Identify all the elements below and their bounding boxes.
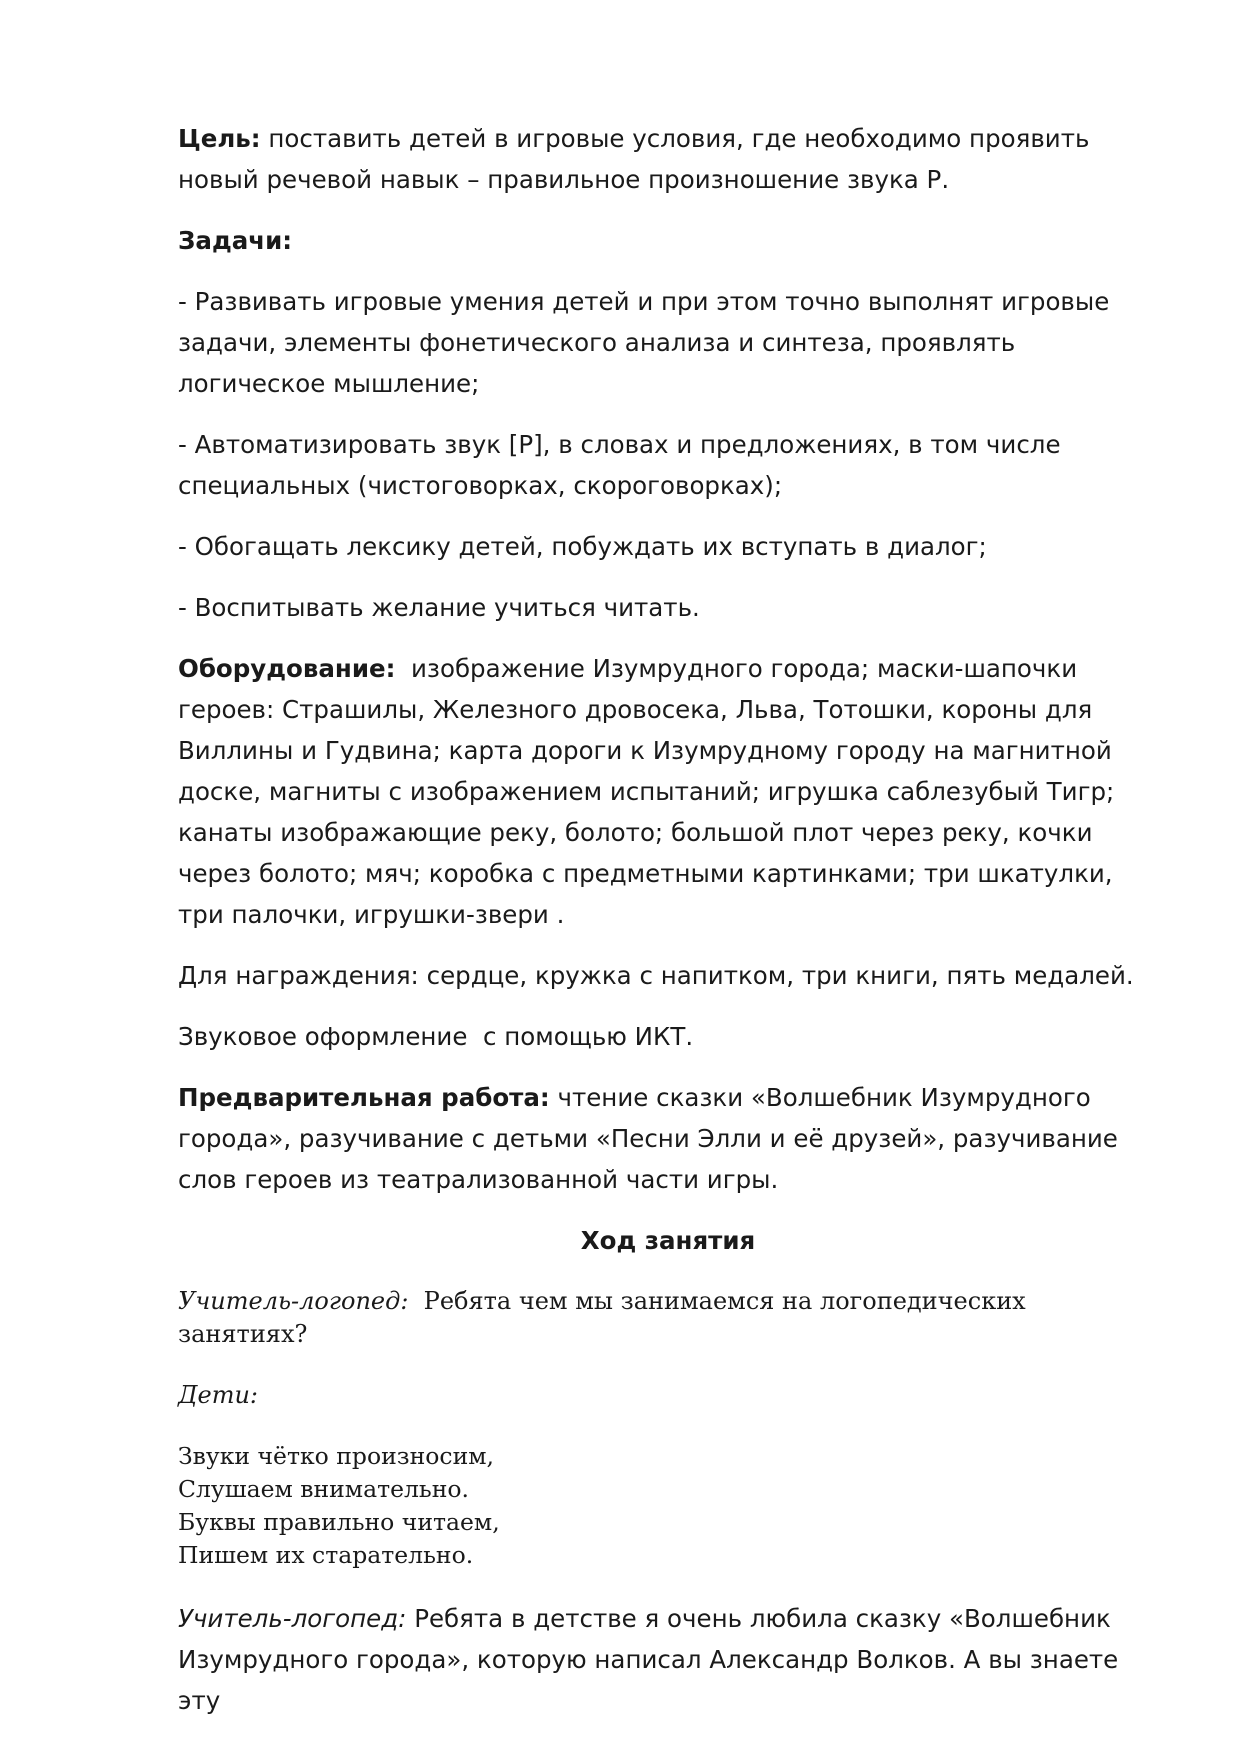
- task-item: - Автоматизировать звук [Р], в словах и предложениях, в том числе специальных (чистоговорках, скороговорках);: [178, 430, 1061, 500]
- teacher-story: [178, 1598, 1158, 1721]
- tasks-heading: Задачи:: [178, 226, 293, 255]
- prep-label: Предварительная работа:: [178, 1083, 550, 1112]
- task-item: - Развивать игровые умения детей и при этом точно выполнят игровые задачи, элементы фонетического анализа и синтеза, проявлять логическое мышление;: [178, 287, 1110, 398]
- document-page: [178, 118, 1158, 1741]
- children-label: Дети:: [178, 1381, 259, 1409]
- lesson-heading: Ход занятия: [580, 1226, 756, 1255]
- teacher2-label: Учитель-логопед:: [178, 1604, 407, 1633]
- awards-paragraph: Для награждения: сердце, кружка с напитком, три книги, пять медалей.: [178, 961, 1134, 990]
- poem-line: Буквы правильно читаем,: [178, 1508, 500, 1536]
- goal-paragraph: [178, 118, 1158, 200]
- teacher-label: Учитель-логопед:: [178, 1287, 409, 1315]
- poem-line: Пишем их старательно.: [178, 1541, 474, 1569]
- poem-line: Звуки чётко произносим,: [178, 1442, 494, 1470]
- goal-label: Цель:: [178, 124, 261, 153]
- children-poem: [178, 1440, 1158, 1572]
- equipment-label: Оборудование:: [178, 654, 396, 683]
- equipment-paragraph: [178, 648, 1158, 935]
- poem-line: Слушаем внимательно.: [178, 1475, 470, 1503]
- teacher-question: [178, 1285, 1158, 1351]
- task-item: - Обогащать лексику детей, побуждать их вступать в диалог;: [178, 532, 987, 561]
- goal-text: поставить детей в игровые условия, где необходимо проявить новый речевой навык – правильное произношение звука Р.: [178, 124, 1090, 194]
- task-item: - Воспитывать желание учиться читать.: [178, 593, 700, 622]
- prep-paragraph: [178, 1077, 1158, 1200]
- prep-text: чтение сказки «Волшебник Изумрудного города», разучивание с детьми «Песни Элли и её друзей», разучивание слов героев из театрализованной части игры.: [178, 1083, 1118, 1194]
- equipment-text: изображение Изумрудного города; маски-шапочки героев: Страшилы, Железного дровосека, Льва, Тотошки, короны для Виллины и Гудвина; карта дороги к Изумрудному городу на магнитной доске, магниты с изображением испытаний; игрушка саблезубый Тигр; канаты изображающие реку, болото; большой плот через реку, кочки через болото; мяч; коробка с предметными картинками; три шкатулки, три палочки, игрушки-звери .: [178, 654, 1123, 929]
- sound-paragraph: Звуковое оформление с помощью ИКТ.: [178, 1022, 694, 1051]
- teacher2-text: Ребята в детстве я очень любила сказку «Волшебник Изумрудного города», которую написал Александр Волков. А вы знаете эту: [178, 1604, 1119, 1715]
- teacher-question-text: Ребята чем мы занимаемся на логопедических занятиях?: [178, 1287, 1034, 1348]
